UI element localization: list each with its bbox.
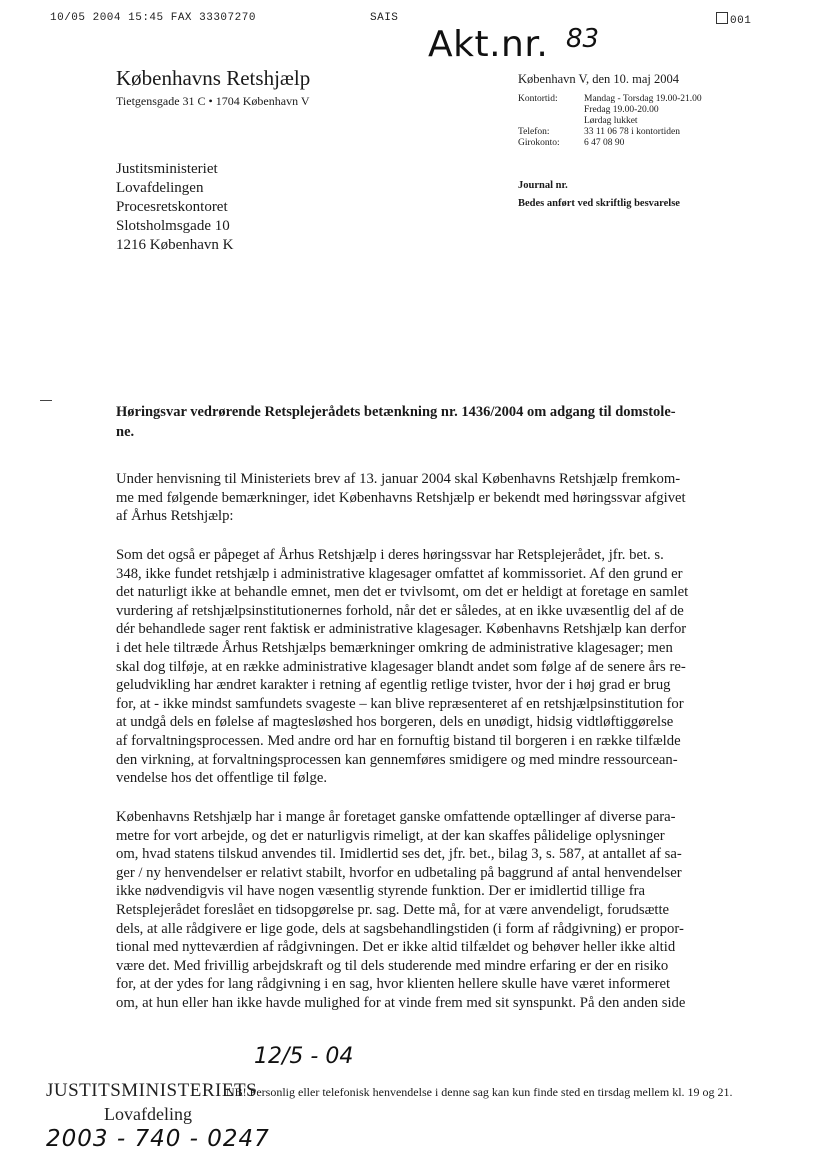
paragraph-2	[116, 546, 688, 788]
text-line: vurdering af retshjælpsinstitutionernes forhold, når det er således, at en ikke uvæsentlig del af de	[116, 602, 684, 619]
sender-address: Tietgensgade 31 C • 1704 København V	[116, 94, 310, 108]
footer-note: NB! Personlig eller telefonisk henvendelse i denne sag kan kun finde sted en tirsdag mellem kl. 19 og 21.	[226, 1085, 733, 1099]
journal-label: Journal nr.	[518, 180, 568, 191]
text-line: at undgå dels en følelse af magtesløshed hos borgeren, dels en unødigt, hidsig vidtløftiggørelse	[116, 714, 674, 731]
text-line: Som det også er påpeget af Århus Retshjælp i deres høringssvar har Retsplejerådet, jfr. bet. s.	[116, 547, 664, 563]
recipient-line: Justitsministeriet	[116, 161, 218, 177]
paragraph-1	[116, 470, 686, 526]
text-line: den virkning, at forvaltningsprocessen kan gennemføres smidigere og med mindre ressourcean-	[116, 751, 678, 768]
date-line: København V, den 10. maj 2004	[518, 72, 679, 86]
text-line: Københavns Retshjælp har i mange år foretaget ganske omfattende optællinger af diverse para-	[116, 809, 676, 825]
receipt-stamp-department: Lovafdeling	[104, 1104, 192, 1124]
kontortid-line: Fredag 19.00-20.00	[584, 105, 659, 115]
fax-page-number: 001	[730, 15, 752, 27]
text-line: Retsplejerådet foreslået en tidsopgørelse pr. sag. Dette må, for at være anvendeligt, forudsætte	[116, 901, 670, 918]
fax-header-page	[716, 12, 751, 27]
receipt-stamp-title: JUSTITSMINISTERIETS	[46, 1080, 258, 1101]
subject-line: Høringsvar vedrørende Retsplejerådets betænkning nr. 1436/2004 om adgang til domstole-	[116, 404, 676, 420]
text-line: dels, at alle rådgivere er lige gode, dels at sagsbehandlingstiden (i form af rådgivning) er propor-	[116, 920, 684, 937]
text-line: være det. Med frivillig arbejdskraft og til dels studerende med mindre erfaring er der en risiko	[116, 957, 669, 974]
kontortid-line: Mandag - Torsdag 19.00-21.00	[584, 94, 702, 104]
text-line: skal dog tilføje, at en række administrative klagesager blandt andet som følge af de senere års re-	[116, 658, 686, 675]
fax-header-center: SAIS	[370, 12, 399, 24]
recipient-address	[116, 160, 233, 255]
fax-header-left: 10/05 2004 15:45 FAX 33307270	[50, 12, 256, 24]
giro-label: Girokonto:	[518, 138, 560, 148]
contact-block	[518, 94, 702, 149]
kontortid-line: Lørdag lukket	[584, 116, 638, 126]
text-line: 348, ikke fundet retshjælp i administrative klagesager omfattet af kommissoriet. Af den grund er	[116, 565, 683, 582]
recipient-line: Procesretskontoret	[116, 199, 228, 215]
text-line: geludvikling har ændret karakter i retning af egentlig retlige tvister, hvor der i høj grad er brug	[116, 677, 671, 694]
telefon-value: 33 11 06 78 i kontortiden	[584, 127, 680, 137]
paragraph-3	[116, 808, 685, 1013]
text-line: tional med nytteværdien af rådgivningen. Det er ikke altid tilfældet og behøver heller ikke altid	[116, 939, 676, 956]
giro-value: 6 47 08 90	[584, 138, 625, 148]
text-line: det naturligt ikke at behandle emnet, men det er tvivlsomt, om det er heldigt at foretage en samlet	[116, 584, 689, 601]
subject-line: ne.	[116, 424, 135, 440]
text-line: i det hele tiltræde Århus Retshjælps bemærkninger omkring de administrative klagesager; men	[116, 639, 673, 656]
text-line: for, at - ikke mindst samfundets svageste – kan blive repræsenteret af en retshjælpsinstitution for	[116, 695, 684, 712]
text-line: om, hvad statens tilskud anvendes til. Imidlertid ses det, jfr. bet., bilag 3, s. 587, at antallet af sa-	[116, 846, 682, 863]
journal-note: Bedes anført ved skriftlig besvarelse	[518, 198, 680, 209]
receipt-stamp-number: 2003 - 740 - 0247	[46, 1126, 270, 1152]
fax-page-icon	[716, 12, 728, 24]
recipient-line: Slotsholmsgade 10	[116, 218, 230, 234]
sender-name: Københavns Retshjælp	[116, 66, 311, 90]
handwritten-date: 12/5 - 04	[254, 1044, 354, 1069]
akt-stamp-label: Akt.nr.	[428, 24, 549, 65]
margin-mark	[40, 400, 52, 401]
text-line: ger / ny henvendelser er relativt stabilt, hvorfor en udbetaling på baggrund af antal henvendelser	[116, 864, 682, 881]
telefon-label: Telefon:	[518, 127, 550, 137]
text-line: for, at der ydes for lang rådgivning i en sag, hvor klienten hellere skulle have været informeret	[116, 976, 671, 993]
text-line: af Århus Retshjælp:	[116, 508, 234, 525]
akt-stamp-number: 83	[566, 24, 600, 54]
text-line: metre for vort arbejde, og det er naturligvis rimeligt, at der kan skaffes pålidelige oplysninger	[116, 827, 665, 844]
text-line: vendelse hos det offentlige til følge.	[116, 770, 328, 787]
text-line: Under henvisning til Ministeriets brev af 13. januar 2004 skal Københavns Retshjælp fremkom-	[116, 471, 681, 487]
recipient-line: Lovafdelingen	[116, 180, 204, 196]
text-line: ikke nødvendigvis vil have nogen væsentlig styrende funktion. Der er imidlertid tillige fra	[116, 883, 646, 900]
text-line: me med følgende bemærkninger, idet Københavns Retshjælp er bekendt med høringssvar afgivet	[116, 489, 686, 506]
kontortid-label: Kontortid:	[518, 94, 558, 104]
recipient-line: 1216 København K	[116, 237, 234, 253]
subject	[116, 402, 676, 442]
text-line: af forvaltningsprocessen. Med andre ord har en fornuftig bistand til borgeren i en række tilfælde	[116, 732, 681, 749]
text-line: om, at hun eller han ikke havde mulighed for at vinde frem med sit synspunkt. På den anden side	[116, 994, 686, 1011]
text-line: dér behandlede sager rent faktisk er administrative klagesager. Københavns Retshjælp kan derfor	[116, 621, 687, 638]
